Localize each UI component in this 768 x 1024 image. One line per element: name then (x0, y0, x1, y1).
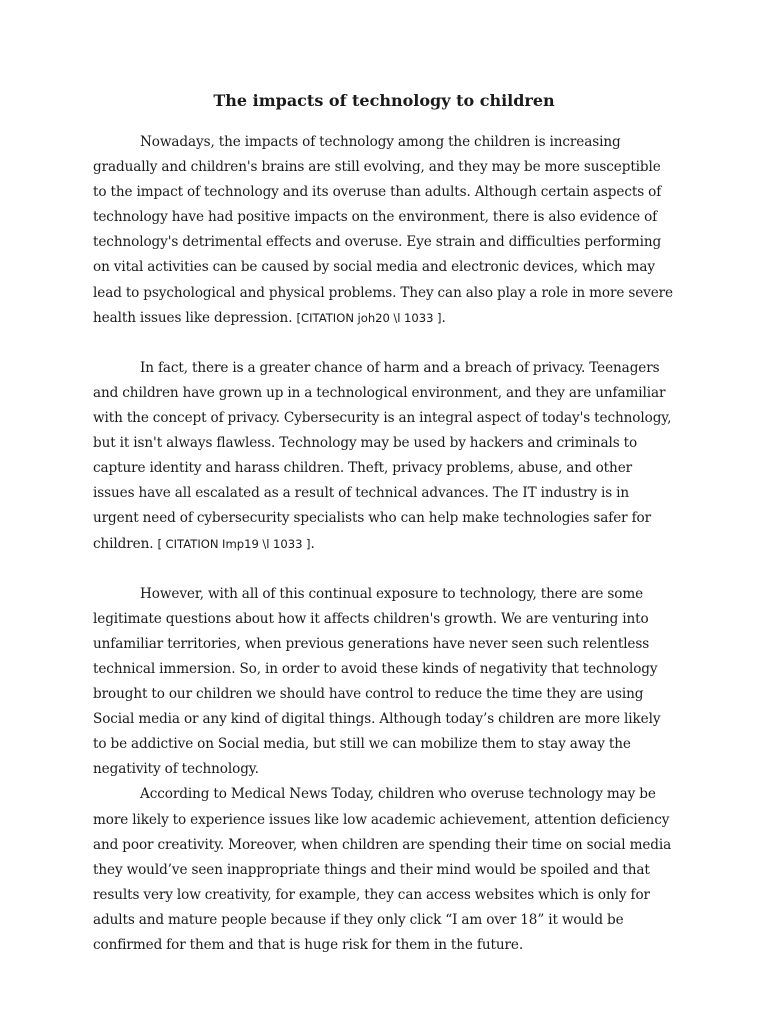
citation-imp19: [ CITATION Imp19 \l 1033 ] (157, 536, 311, 551)
paragraph-2-end: . (310, 535, 315, 552)
paragraph-3: However, with all of this continual exposure to technology, there are some legitimate questions about how it affects children's growth. We are venturing into unfamiliar territories, when previous generations have never seen such relentless technical immersion. So, in order to avoid these kinds of negativity that technology brought to our children we should have control to reduce the time they are using Social media or any kind of digital things. Although today’s children are more likely to be addictive on Social media, but still we can mobilize them to stay away the negativity of technology. (93, 585, 661, 778)
document-title: The impacts of technology to children (213, 91, 555, 110)
paragraph-1-end: . (441, 309, 446, 326)
document-body (93, 130, 675, 958)
paragraph-2-text: In fact, there is a greater chance of harm and a breach of privacy. Teenagers and children have grown up in a technological environment, and they are unfamiliar with the concept of privacy. Cybersecurity is an integral aspect of today's technology, but it isn't always flawless. Technology may be used by hackers and criminals to capture identity and harass children. Theft, privacy problems, abuse, and other issues have all escalated as a result of technical advances. The IT industry is in urgent need of cybersecurity specialists who can help make technologies safer for children. (93, 359, 672, 552)
paragraph-4: According to Medical News Today, children who overuse technology may be more likely to experience issues like low academic achievement, attention deficiency and poor creativity. Moreover, when children are spending their time on social media they would’ve seen inappropriate things and their mind would be spoiled and that results very low creativity, for example, they can access websites which is only for adults and mature people because if they only click “I am over 18” it would be confirmed for them and that is huge risk for them in the future. (93, 786, 672, 953)
paragraph-1 (93, 130, 675, 331)
citation-joh20: [CITATION joh20 \l 1033 ] (296, 310, 442, 325)
paragraph-2 (93, 356, 675, 557)
paragraph-1-text: Nowadays, the impacts of technology among the children is increasing gradually and children's brains are still evolving, and they may be more susceptible to the impact of technology and its overuse than adults. Although certain aspects of technology have had positive impacts on the environment, there is also evidence of technology's detrimental effects and overuse. Eye strain and difficulties performing on vital activities can be caused by social media and electronic devices, which may lead to psychological and physical problems. They can also play a role in more severe health issues like depression. (93, 134, 674, 326)
